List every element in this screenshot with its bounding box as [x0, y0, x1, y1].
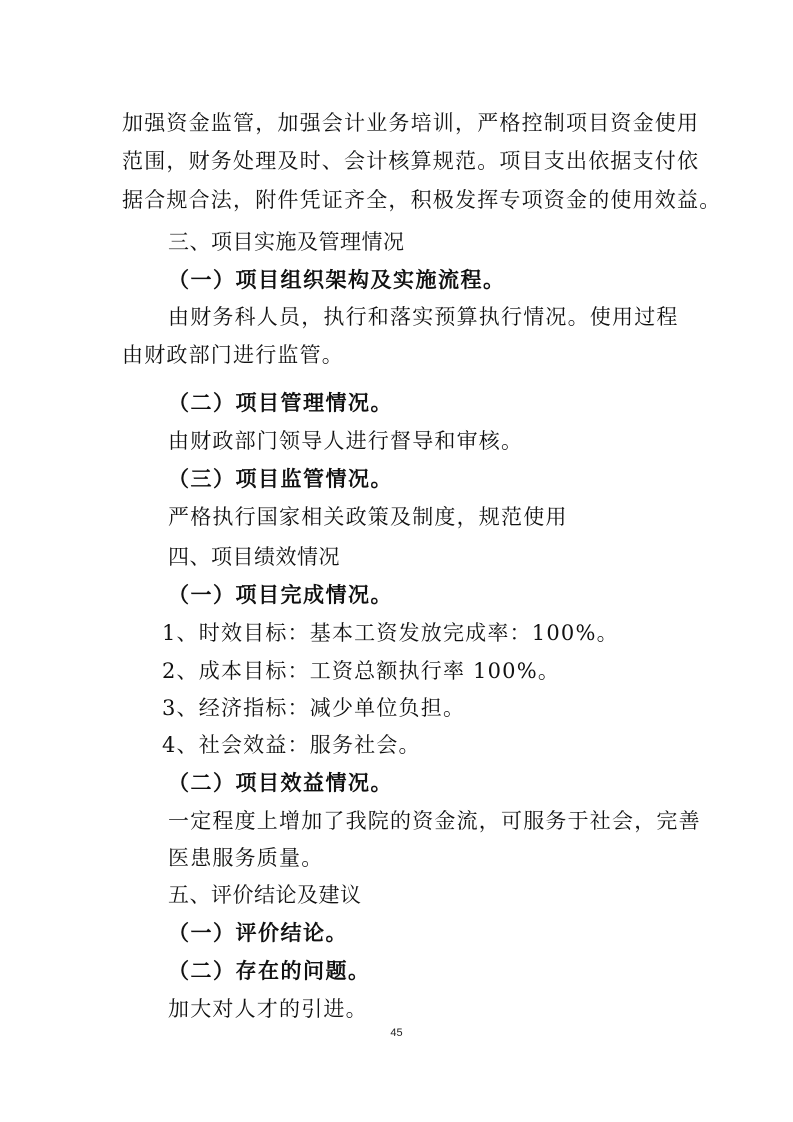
subsection-heading: （一）项目组织架构及实施流程。 [168, 268, 506, 292]
paragraph-line: 由财政部门进行监管。 [122, 343, 344, 367]
paragraph-line: 医患服务质量。 [168, 846, 324, 870]
section-heading: 三、项目实施及管理情况 [168, 230, 405, 254]
paragraph-line: 由财务科人员，执行和落实预算执行情况。使用过程 [168, 305, 679, 329]
paragraph-line: 据合规合法，附件凭证齐全，积极发挥专项资金的使用效益。 [122, 188, 722, 212]
paragraph-line: 一定程度上增加了我院的资金流，可服务于社会，完善 [168, 809, 701, 833]
list-item: 3、经济指标：减少单位负担。 [162, 696, 466, 720]
paragraph-line: 加大对人才的引进。 [168, 997, 368, 1021]
list-item: 4、社会效益：服务社会。 [162, 733, 421, 757]
subsection-heading: （二）项目效益情况。 [168, 771, 393, 795]
list-item: 1、时效目标：基本工资发放完成率：100%。 [162, 621, 619, 645]
list-item: 2、成本目标：工资总额执行率 100%。 [162, 659, 561, 683]
subsection-heading: （二）存在的问题。 [168, 959, 371, 983]
subsection-heading: （三）项目监管情况。 [168, 467, 393, 491]
section-heading: 四、项目绩效情况 [168, 545, 340, 569]
subsection-heading: （二）项目管理情况。 [168, 391, 393, 415]
paragraph-line: 范围，财务处理及时、会计核算规范。项目支出依据支付依 [122, 149, 700, 173]
page-number: 45 [390, 1027, 403, 1039]
paragraph-line: 由财政部门领导人进行督导和审核。 [168, 429, 524, 453]
subsection-heading: （一）项目完成情况。 [168, 583, 393, 607]
section-heading: 五、评价结论及建议 [168, 883, 362, 907]
paragraph-line: 加强资金监管，加强会计业务培训，严格控制项目资金使用 [122, 111, 700, 135]
subsection-heading: （一）评价结论。 [168, 921, 348, 945]
paragraph-line: 严格执行国家相关政策及制度，规范使用 [168, 505, 568, 529]
